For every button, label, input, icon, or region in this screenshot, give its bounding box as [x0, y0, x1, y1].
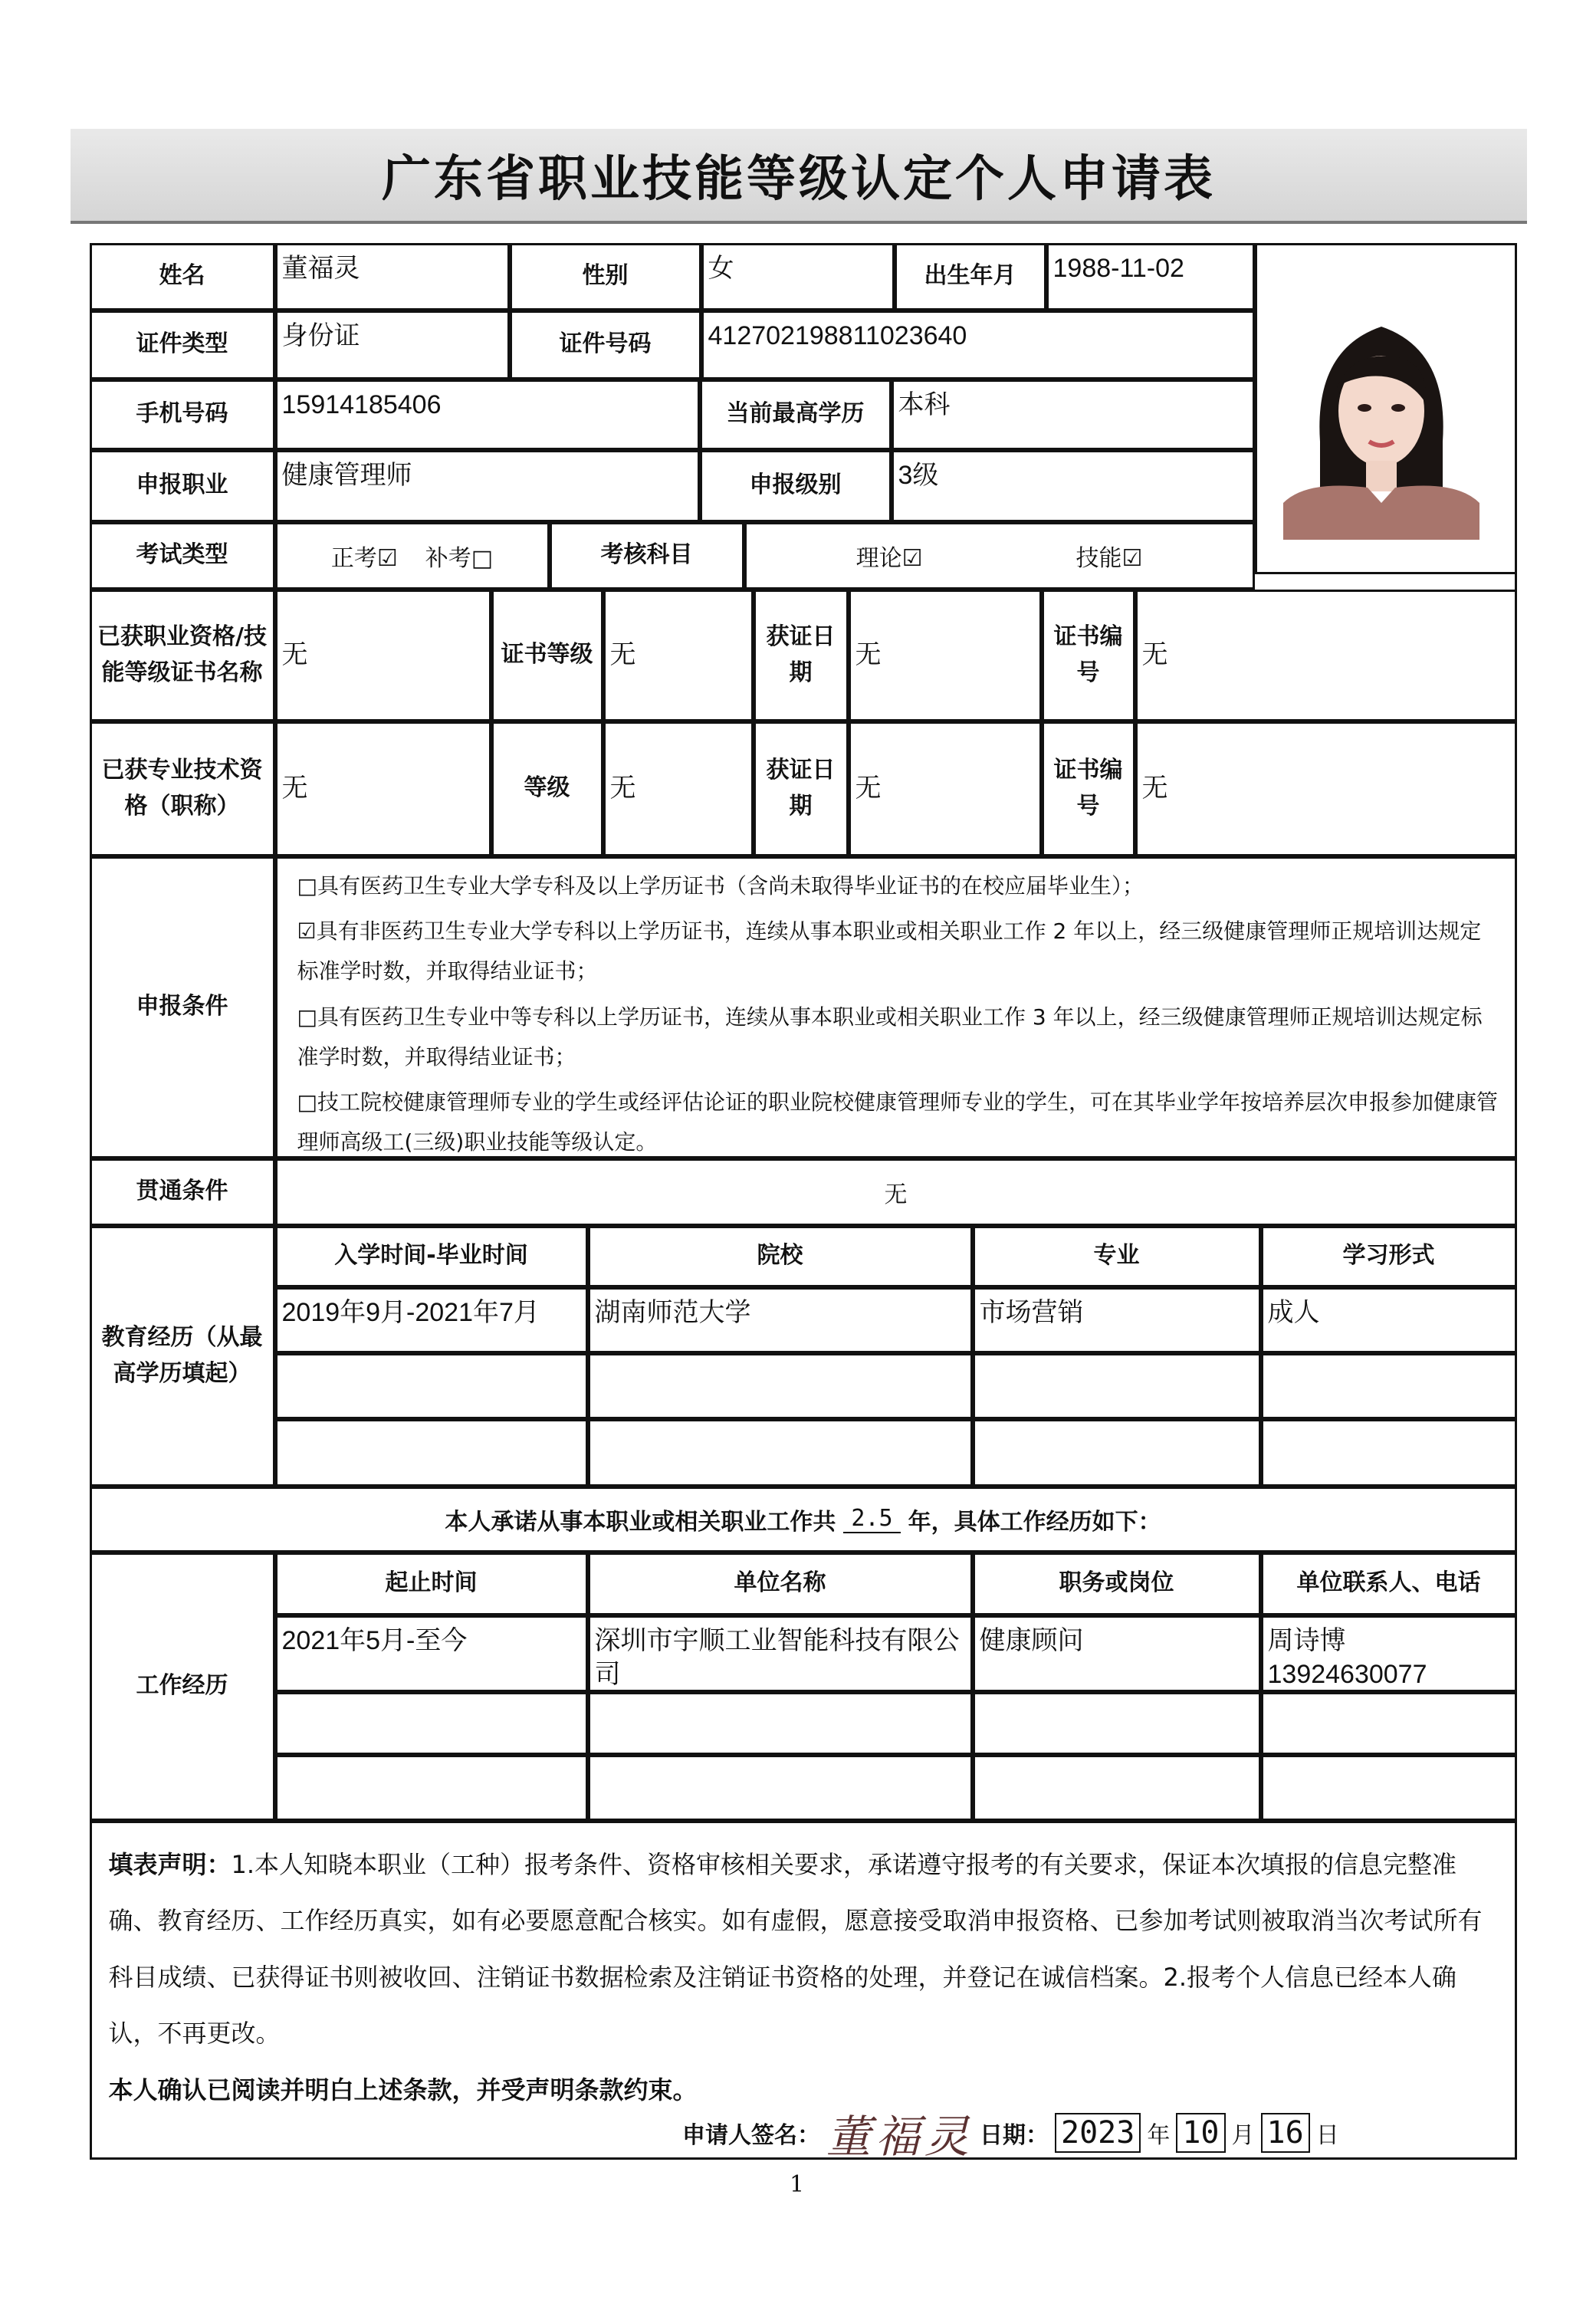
work-cell: [275, 1755, 588, 1821]
condition-checkbox: □: [297, 872, 317, 899]
work-pledge: 本人承诺从事本职业或相关职业工作共 2.5 年，具体工作经历如下：: [90, 1487, 1517, 1552]
label-phone: 手机号码: [90, 380, 275, 450]
edu-cell: 湖南师范大学: [588, 1287, 973, 1353]
signature-label: 申请人签名：: [682, 2122, 820, 2149]
date-month[interactable]: 10: [1176, 2113, 1225, 2153]
edu-cell: [275, 1419, 588, 1487]
value-education: 本科: [892, 380, 1255, 450]
label-cert-no: 证书编号: [1042, 590, 1135, 721]
label-prof-title: 已获专业技术资格（职称）: [90, 721, 275, 856]
edu-header-major: 专业: [973, 1226, 1261, 1287]
condition-item[interactable]: □技工院校健康管理师专业的学生或经评估论证的职业院校健康管理师专业的学生，可在其毕业学年按培养层次申报参加健康管理师高级工(三级)职业技能等级认定。: [297, 1089, 1498, 1155]
work-cell: 健康顾问: [973, 1615, 1261, 1692]
edu-cell: [1261, 1419, 1517, 1487]
work-cell: [1261, 1755, 1517, 1821]
work-header-period: 起止时间: [275, 1552, 588, 1615]
declaration-text: 1.本人知晓本职业（工种）报考条件、资格审核相关要求，承诺遵守报考的有关要求，保证本次填报的信息完整准确、教育经历、工作经历真实，如有必要愿意配合核实。如有虚假，愿意接受取消申报资格、已参加考试则被取消当次考试所有科目成绩、已获得证书则被收回、注销证书数据检索及注销证书资格的处理，并登记在诚信档案。2.报考个人信息已经本人确认，不再更改。: [108, 1849, 1483, 2049]
label-id-number: 证件号码: [510, 310, 701, 380]
value-through: 无: [275, 1158, 1517, 1226]
date-label: 日期：: [980, 2122, 1049, 2149]
value-occupation: 健康管理师: [275, 450, 700, 522]
condition-checkbox: □: [297, 1004, 317, 1030]
work-cell: [973, 1692, 1261, 1755]
edu-cell: 2019年9月-2021年7月: [275, 1287, 588, 1353]
value-prof-title-name: 无: [275, 721, 491, 856]
condition-item[interactable]: □具有医药卫生专业中等专科以上学历证书，连续从事本职业或相关职业工作 3 年以上，经三级健康管理师正规培训达规定标准学时数，并取得结业证书；: [297, 1004, 1483, 1070]
condition-checkbox: ☑: [297, 918, 317, 945]
edu-header-period: 入学时间-毕业时间: [275, 1226, 588, 1287]
label-gender: 性别: [510, 243, 701, 310]
form-title: 广东省职业技能等级认定个人申请表: [382, 151, 1216, 208]
label-issue-date: 获证日期: [754, 590, 849, 721]
conditions-list: [275, 856, 1517, 1158]
edu-header-mode: 学习形式: [1261, 1226, 1517, 1287]
work-cell: 2021年5月-至今: [275, 1615, 588, 1692]
value-phone: 15914185406: [275, 380, 700, 450]
condition-checkbox: □: [297, 1089, 317, 1116]
work-cell: [588, 1692, 973, 1755]
signature[interactable]: 董福灵: [826, 2111, 974, 2163]
label-prof-issue-date: 获证日期: [754, 721, 849, 856]
option-skill[interactable]: 技能☑: [1075, 544, 1143, 572]
label-subjects: 考核科目: [550, 522, 744, 590]
label-through: 贯通条件: [90, 1158, 275, 1226]
work-header-position: 职务或岗位: [973, 1552, 1261, 1615]
label-prior-qual: 已获职业资格/技能等级证书名称: [90, 590, 275, 721]
signature-area: 申请人签名： 董福灵 日期： 2023 年 10 月 16 日: [682, 2101, 1339, 2165]
value-prof-title-level: 无: [603, 721, 754, 856]
option-makeup[interactable]: 补考□: [425, 544, 494, 572]
edu-cell: [973, 1419, 1261, 1487]
label-conditions: 申报条件: [90, 856, 275, 1158]
subject-options: [744, 522, 1255, 590]
label-birth: 出生年月: [895, 243, 1046, 310]
work-cell: [275, 1692, 588, 1755]
declaration-confirm: 本人确认已阅读并明白上述条款，并受声明条款约束。: [108, 2075, 698, 2104]
label-occupation: 申报职业: [90, 450, 275, 522]
value-id-type: 身份证: [275, 310, 510, 380]
value-prof-title-number: 无: [1135, 721, 1517, 856]
application-form: [90, 244, 1518, 2160]
work-years: 2.5: [843, 1505, 900, 1533]
work-cell: [588, 1755, 973, 1821]
title-banner: [71, 129, 1527, 224]
condition-item[interactable]: ☑具有非医药卫生专业大学专科以上学历证书，连续从事本职业或相关职业工作 2 年以上，经三级健康管理师正规培训达规定标准学时数，并取得结业证书；: [297, 918, 1482, 984]
option-regular[interactable]: 正考☑: [330, 544, 398, 572]
edu-cell: [275, 1353, 588, 1419]
work-cell: 周诗博 13924630077: [1261, 1615, 1517, 1692]
edu-cell: 成人: [1261, 1287, 1517, 1353]
edu-cell: 市场营销: [973, 1287, 1261, 1353]
label-work-history: 工作经历: [90, 1552, 275, 1821]
work-cell: 深圳市宇顺工业智能科技有限公司: [588, 1615, 973, 1692]
label-cert-level: 证书等级: [491, 590, 603, 721]
work-header-company: 单位名称: [588, 1552, 973, 1615]
value-prior-qual-name: 无: [275, 590, 491, 721]
label-education: 当前最高学历: [700, 380, 892, 450]
value-prior-qual-number: 无: [1135, 590, 1517, 721]
value-level: 3级: [892, 450, 1255, 522]
page-number: 1: [790, 2171, 805, 2198]
edu-cell: [973, 1353, 1261, 1419]
edu-header-school: 院校: [588, 1226, 973, 1287]
value-name: 董福灵: [275, 243, 510, 310]
value-prof-title-date: 无: [849, 721, 1042, 856]
label-exam-type: 考试类型: [90, 522, 275, 590]
option-theory[interactable]: 理论☑: [855, 544, 923, 572]
label-grade: 等级: [491, 721, 603, 856]
work-cell: [973, 1755, 1261, 1821]
label-name: 姓名: [90, 243, 275, 310]
work-cell: [1261, 1692, 1517, 1755]
declaration-label: 填表声明：: [108, 1849, 232, 1879]
applicant-photo: [1283, 296, 1479, 540]
value-id-number: 412702198811023640: [701, 310, 1255, 380]
exam-type-options: [275, 522, 550, 590]
work-header-contact: 单位联系人、电话: [1261, 1552, 1517, 1615]
date-year[interactable]: 2023: [1055, 2113, 1141, 2153]
value-gender: 女: [701, 243, 895, 310]
value-prior-qual-level: 无: [603, 590, 754, 721]
edu-cell: [588, 1419, 973, 1487]
value-birth: 1988-11-02: [1046, 243, 1255, 310]
edu-cell: [588, 1353, 973, 1419]
date-day[interactable]: 16: [1261, 2113, 1310, 2153]
condition-item[interactable]: □具有医药卫生专业大学专科及以上学历证书（含尚未取得毕业证书的在校应届毕业生）；: [297, 872, 1144, 899]
edu-cell: [1261, 1353, 1517, 1419]
label-edu-history: 教育经历（从最高学历填起）: [90, 1226, 275, 1487]
value-prior-qual-date: 无: [849, 590, 1042, 721]
label-id-type: 证件类型: [90, 310, 275, 380]
label-level: 申报级别: [700, 450, 892, 522]
label-prof-cert-no: 证书编号: [1042, 721, 1135, 856]
